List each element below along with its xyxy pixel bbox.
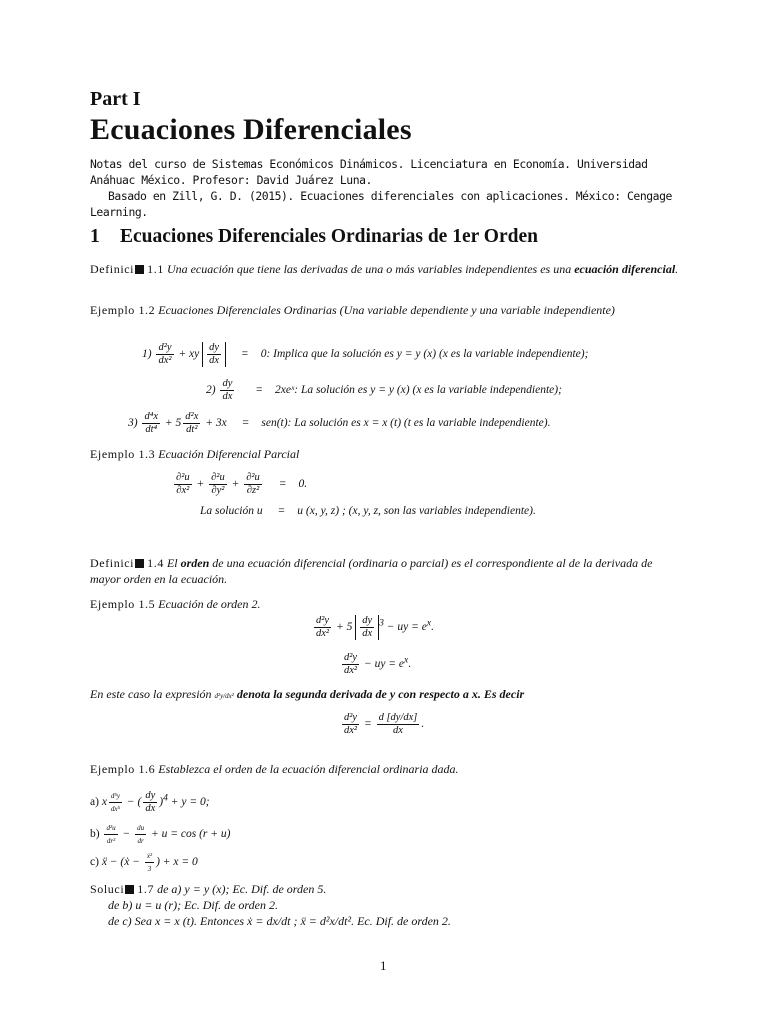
reference-line: Basado en Zill, G. D. (2015). Ecuaciones diferenciales con aplicaciones. México: Cengage Learning. xyxy=(90,189,672,219)
section-number: 1 xyxy=(90,226,100,247)
example-1-5: Ejemplo 1.5 Ecuación de orden 2. xyxy=(90,597,261,611)
item-a: a) x $\frac{\text{d⁵y}}{\text{dx⁵}}$ − ( $\frac{dy}{dx}$ )$^4$ + y = 0; xyxy=(90,790,210,814)
document-title: Ecuaciones Diferenciales xyxy=(90,113,412,146)
section-heading xyxy=(90,226,538,248)
order-2-equation-a: $\frac{\text{d²y}}{\text{dx²}}$ + 5 $\frac{dy}{dx}$ $^3$ − uy = $e^x$. xyxy=(316,615,435,639)
definition-1-1: Definici 1.1 Una ecuación que tiene las derivadas de una o más variables independientes es una ecuación diferencial. xyxy=(90,262,679,276)
example-1-2: Ejemplo 1.2 Ecuaciones Diferenciales Ordinarias (Una variable dependiente y una variable independiente) xyxy=(90,303,615,317)
order-2-equation-b: $\frac{\text{d²y}}{\text{dx²}}$ − uy = $e^x$. xyxy=(344,652,412,676)
solution-b: de b) u = u (r); Ec. Dif. de orden 2. xyxy=(108,898,278,912)
pde-solution: La solución u = u (x, y, z) ; (x, y, z, son las variables independiente). xyxy=(200,505,536,517)
square-icon xyxy=(125,885,134,894)
part-label: Part I xyxy=(90,88,141,110)
example-1-3: Ejemplo 1.3 Ecuación Diferencial Parcial xyxy=(90,447,300,461)
expression-sentence: En este caso la expresión d²y/dx² denota la segunda derivada de y con respecto a x. Es decir xyxy=(90,687,525,701)
example-1-6: Ejemplo 1.6 Establezca el orden de la ecuación diferencial ordinaria dada. xyxy=(90,762,459,776)
square-icon xyxy=(135,559,144,568)
course-notes xyxy=(90,156,680,220)
second-derivative-definition: $\frac{\text{d²y}}{\text{dx²}}$ = $\frac{d [dy/dx]}{dx}$ . xyxy=(344,712,425,736)
pde-equation: $\frac{\text{∂²u}}{\text{∂x²}}$ + $\frac{\text{∂²u}}{\text{∂y²}}$ + $\frac{\text{∂²u}}{\text{∂z²}}$ = 0. xyxy=(176,472,308,496)
square-icon xyxy=(135,265,144,274)
equation-2: 2) $\frac{dy}{dx}$ = 2xeˣ: La solución es y = y (x) (x es la variable independiente); xyxy=(206,378,562,402)
item-b: b) $\frac{\text{d²u}}{\text{dr²}}$ − $\frac{du}{dr}$ + u = cos (r + u) xyxy=(90,824,231,845)
solution-1-7: Soluci 1.7 de a) y = y (x); Ec. Dif. de orden 5. xyxy=(90,882,327,896)
page-number: 1 xyxy=(380,958,387,973)
definition-1-4: Definici 1.4 El orden de una ecuación diferencial (ordinaria o parcial) es el correspondiente al de la derivada de mayor orden en la ecuación. xyxy=(90,556,653,586)
item-c: c) ẍ − (ẋ − $\frac{\text{ẋ²}}{3}$ ) + x = 0 xyxy=(90,852,198,873)
equation-1: 1) $\frac{\text{d²y}}{\text{dx²}}$ + xy $\frac{dy}{dx}$ = 0: Implica que la solución es y = y (x) (x es la variable independiente); xyxy=(142,342,589,366)
notes-line: Notas del curso de Sistemas Económicos Dinámicos. Licenciatura en Economía. Universidad Anáhuac México. Profesor: David Juárez Luna. xyxy=(90,157,648,187)
section-title: Ecuaciones Diferenciales Ordinarias de 1er Orden xyxy=(120,226,538,247)
equation-3: 3) $\frac{\text{d⁴x}}{\text{dt⁴}}$ + 5 $\frac{\text{d²x}}{\text{dt²}}$ + 3x = sen(t): La solución es x = x (t) (t es la variable independiente). xyxy=(128,411,551,435)
solution-c: de c) Sea x = x (t). Entonces ẋ = dx/dt ; ẍ = d²x/dt². Ec. Dif. de orden 2. xyxy=(108,914,451,928)
